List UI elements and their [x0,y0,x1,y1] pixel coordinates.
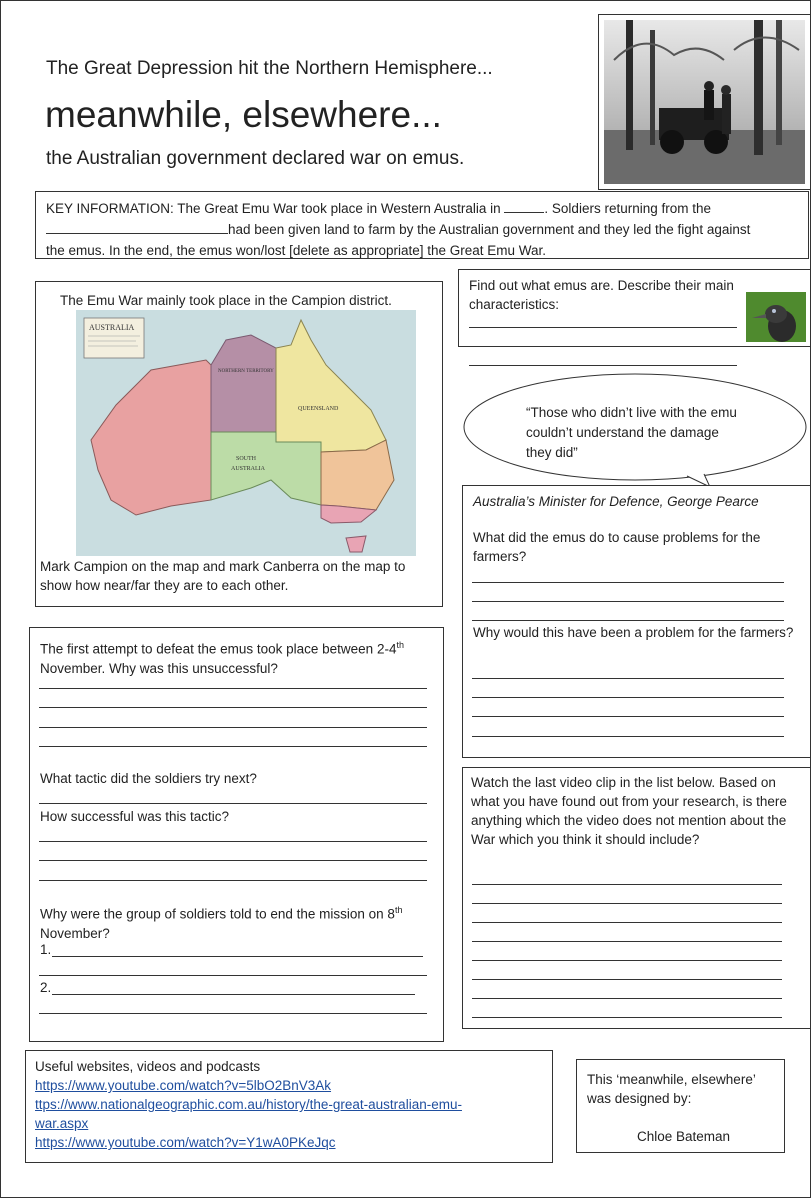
page-title: meanwhile, elsewhere... [45,94,442,135]
problems-answer-line-3[interactable] [472,620,784,621]
credit-text: This ‘meanwhile, elsewhere’ was designed by: [587,1072,756,1106]
key-info-text: KEY INFORMATION: The Great Emu War took place in Western Australia in [46,201,505,216]
attempt-question-3: How successful was this tactic? [40,809,230,824]
key-information-box [35,191,809,259]
header-line3: the Australian government declared war on emus. [46,148,465,169]
problems-question-2: Why would this have been a problem for the farmers? [473,625,794,640]
key-info-text-3: had been given land to farm by the Australian government and they led the fight against [228,222,751,237]
success-answer-line-2[interactable] [39,860,427,861]
credit-box [576,1059,785,1153]
problems-answer-line-7[interactable] [472,736,784,737]
first-attempt-box [29,627,444,1042]
quote-attribution: Australia’s Minister for Defence, George Pearce [473,494,759,509]
problems-answer-line-1[interactable] [472,582,784,583]
emus-description-box [458,269,811,347]
emus-answer-line-2[interactable] [469,346,737,347]
reason-2-answer-line-2[interactable] [39,1013,427,1014]
header-line1: The Great Depression hit the Northern Hemisphere... [46,58,493,79]
key-info-text-4: the emus. In the end, the emus won/lost [delete as appropriate] the Great Emu War. [46,243,547,258]
resource-link-2[interactable]: ttps://www.nationalgeographic.com.au/history/the-great-australian-emu-war.aspx [35,1097,462,1131]
problems-answer-line-6[interactable] [472,716,784,717]
video-question-box [462,767,811,1029]
attempt-question-4 [40,901,435,943]
qld-label: QUEENSLAND [298,406,339,412]
nt-label: NORTHERN TERRITORY [218,369,274,374]
problems-answer-line-4[interactable] [472,678,784,679]
map-box [35,281,443,607]
video-question: Watch the last video clip in the list below. Based on what you have found out from your research, is there anything which the video does not mention about the War which you think it should include? [471,775,787,847]
problems-answer-line-2[interactable] [472,601,784,602]
attempt-answer-line-1[interactable] [39,688,427,689]
credit-author: Chloe Bateman [637,1129,731,1144]
map-box-title: The Emu War mainly took place in the Campion district. [60,293,392,308]
attempt-q4-text: Why were the group of soldiers told to end the mission on 8 [40,906,395,922]
map-title: AUSTRALIA [89,323,135,332]
emus-question: Find out what emus are. Describe their main characteristics: [469,278,734,312]
reason-number-1: 1. [40,942,52,957]
resources-heading: Useful websites, videos and podcasts [35,1059,261,1074]
attempt-answer-line-3[interactable] [39,727,427,728]
resource-link-1[interactable]: https://www.youtube.com/watch?v=5lbO2BnV3Ak [35,1078,332,1093]
emus-answer-line-1[interactable] [469,327,737,328]
video-answer-line-7[interactable] [472,998,782,999]
australia-map [76,310,416,556]
reason-number-2: 2. [40,980,52,995]
success-answer-line-1[interactable] [39,841,427,842]
soldiers-with-vehicle-photo [604,20,805,184]
attempt-q1-text: The first attempt to defeat the emus took place between 2-4 [40,641,397,657]
attempt-q1-end: November. Why was this unsuccessful? [40,660,278,676]
key-info-text-2: . Soldiers returning from the [544,201,711,216]
attempt-q1-sup: th [396,640,404,650]
video-answer-line-5[interactable] [472,960,782,961]
problems-answer-line-5[interactable] [472,697,784,698]
sa-label: SOUTH [236,456,257,462]
reason-1-answer-line-2[interactable] [39,975,427,976]
emu-head-icon [746,292,806,342]
historical-photo [598,14,811,190]
emus-answer-line-3[interactable] [469,365,737,366]
tactic-answer-line[interactable] [39,803,427,804]
attempt-q4-end: November? [40,925,110,941]
attempt-answer-line-4[interactable] [39,746,427,747]
sa-label-2: AUSTRALIA [231,466,265,472]
emu-problems-box [462,485,811,758]
attempt-q4-sup: th [394,905,403,915]
video-answer-line-2[interactable] [472,903,782,904]
map-caption: Mark Campion on the map and mark Canberra on the map to show how near/far they are to each other. [40,559,406,593]
problems-question-1: What did the emus do to cause problems for the farmers? [473,530,761,564]
quote-text: “Those who didn’t live with the emu couldn’t understand the damage they did” [526,405,737,460]
war-blank[interactable] [46,220,228,234]
attempt-question-2: What tactic did the soldiers try next? [40,771,257,786]
reason-2-answer-line[interactable] [52,994,415,995]
video-answer-line-3[interactable] [472,922,782,923]
year-blank[interactable] [504,199,544,213]
video-answer-line-1[interactable] [472,884,782,885]
video-answer-line-8[interactable] [472,1017,782,1018]
resource-link-3[interactable]: https://www.youtube.com/watch?v=Y1wA0PKeJqc [35,1135,336,1150]
resources-box [25,1050,553,1163]
reason-1-answer-line[interactable] [52,956,423,957]
video-answer-line-6[interactable] [472,979,782,980]
success-answer-line-3[interactable] [39,880,427,881]
attempt-question-1 [40,636,435,678]
video-answer-line-4[interactable] [472,941,782,942]
attempt-answer-line-2[interactable] [39,707,427,708]
